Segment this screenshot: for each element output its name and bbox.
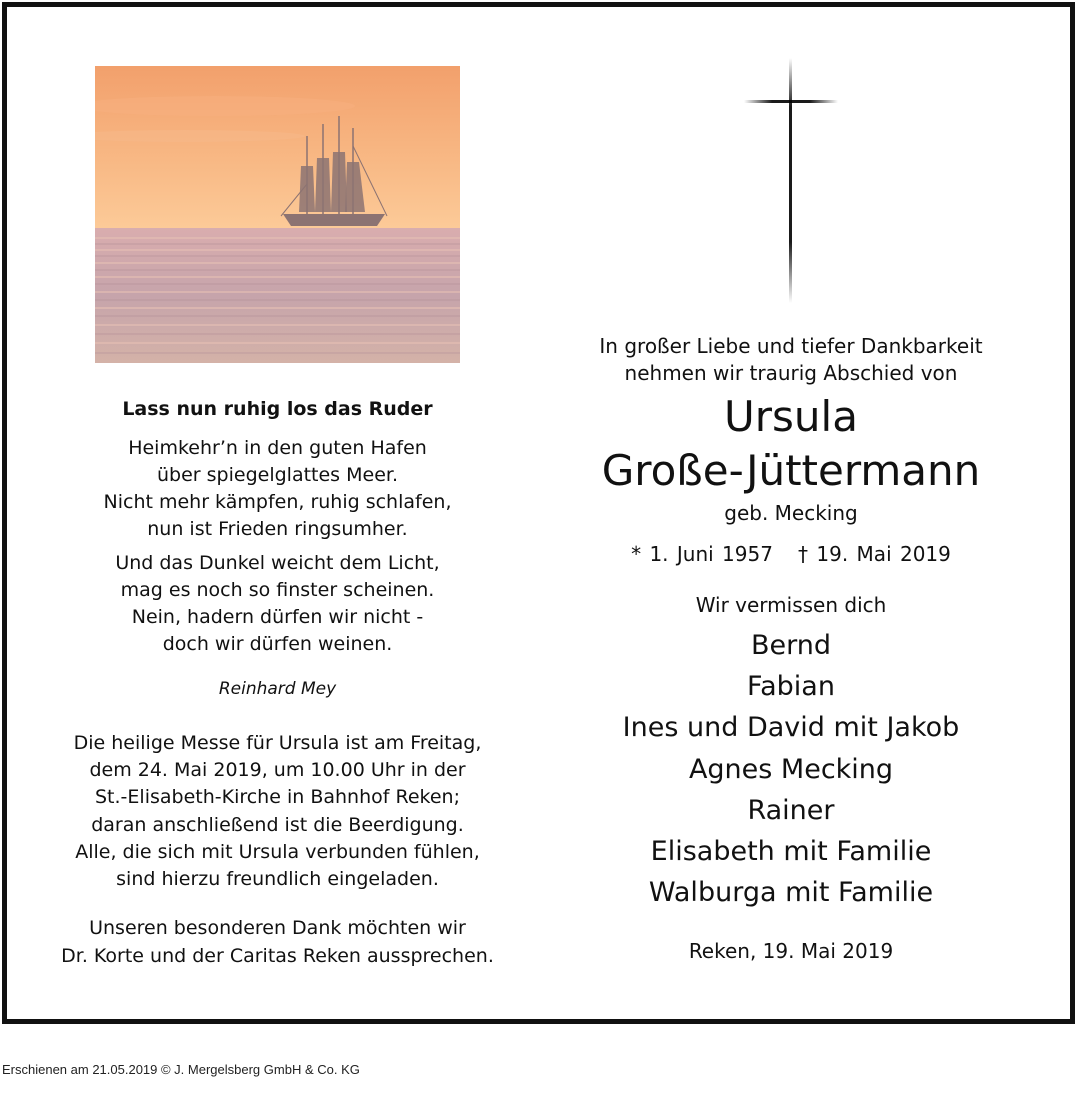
miss-you-line: Wir vermissen dich: [695, 593, 887, 617]
maiden-name: geb. Mecking: [724, 501, 858, 525]
mass-notice-line: daran anschließend ist die Beerdigung.: [91, 813, 464, 836]
announcement-intro: [560, 333, 1022, 387]
birth-date: * 1. Juni 1957: [631, 542, 773, 566]
thanks-line: Unseren besonderen Dank möchten wir: [89, 917, 466, 939]
publication-footer: Erschienen am 21.05.2019 © J. Mergelsberg GmbH & Co. KG: [2, 1062, 360, 1077]
mass-notice-line: Die heilige Messe für Ursula ist am Freitag,: [73, 732, 482, 754]
mass-notice-line: sind hierzu freundlich eingeladen.: [116, 868, 439, 891]
mass-notice-line: Alle, die sich mit Ursula verbunden fühlen,: [75, 840, 480, 863]
sailing-ship-sunset-image: [95, 66, 460, 363]
thanks-line: Dr. Korte und der Caritas Reken aussprechen.: [61, 945, 494, 967]
mass-notice-line: dem 24. Mai 2019, um 10.00 Uhr in der: [89, 759, 466, 782]
poem-stanza-2: [40, 550, 515, 658]
poem-line: über spiegelglattes Meer.: [157, 464, 398, 486]
intro-line: In großer Liebe und tiefer Dankbarkeit: [599, 334, 983, 358]
poem-line: Heimkehr’n in den guten Hafen: [128, 437, 427, 459]
mourner-name: Walburga mit Familie: [648, 877, 934, 909]
intro-line: nehmen wir traurig Abschied von: [624, 361, 958, 385]
latin-cross-icon: [744, 58, 838, 303]
life-dates: [560, 540, 1022, 568]
mourners-list: [560, 625, 1022, 913]
poem-stanza-1: [40, 435, 515, 543]
poem-line: Nein, hadern dürfen wir nicht -: [131, 606, 424, 628]
poem-line: Und das Dunkel weicht dem Licht,: [115, 552, 440, 574]
mourner-name: Rainer: [747, 794, 835, 826]
mourner-name: Fabian: [747, 671, 835, 703]
poem-line: mag es noch so finster scheinen.: [120, 579, 435, 601]
poem-line: doch wir dürfen weinen.: [162, 633, 393, 655]
mass-notice-line: St.-Elisabeth-Kirche in Bahnhof Reken;: [95, 786, 460, 809]
poem-line: Nicht mehr kämpfen, ruhig schlafen,: [103, 491, 452, 513]
deceased-first-name: Ursula: [724, 392, 858, 441]
thanks-note: [40, 914, 515, 970]
mourner-name: Ines und David mit Jakob: [622, 712, 960, 744]
mourner-name: Bernd: [750, 630, 831, 661]
deceased-last-name: Große-Jüttermann: [601, 446, 981, 495]
poem-line: nun ist Frieden ringsumher.: [147, 518, 408, 540]
mourner-name: Agnes Mecking: [688, 753, 894, 785]
mass-notice: [40, 730, 515, 893]
death-date: † 19. Mai 2019: [798, 542, 951, 566]
mourner-name: Elisabeth mit Familie: [650, 836, 932, 868]
place-and-date: Reken, 19. Mai 2019: [688, 939, 894, 963]
poem-title: Lass nun ruhig los das Ruder: [122, 398, 433, 420]
poem-author: Reinhard Mey: [218, 679, 337, 699]
